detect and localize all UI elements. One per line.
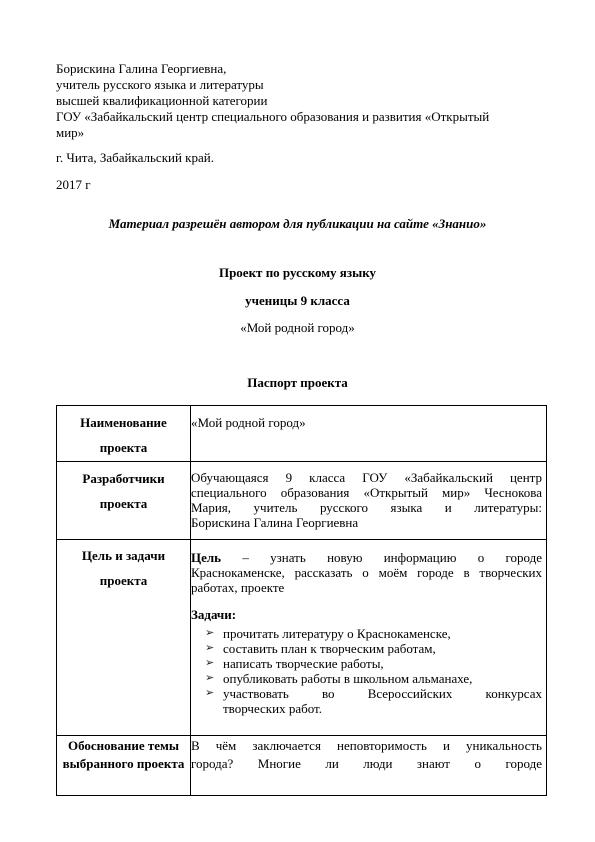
- list-item: ➢ написать творческие работы,: [205, 656, 384, 671]
- row-value-developers: Обучающаяся 9 класса ГОУ «Забайкальский центр специального образования «Открытый мир» Чеснокова Мария, учитель русского языка и литературы: Борискина Галина Георгиевна: [191, 462, 547, 540]
- project-title-line-2: ученицы 9 класса: [245, 293, 350, 308]
- row-value-name: «Мой родной город»: [191, 406, 547, 462]
- arrow-bullet-icon: ➢: [205, 642, 215, 654]
- list-item: ➢ участвовать во Всероссийских конкурсах: [205, 686, 542, 701]
- row-label-developers: Разработчики проекта: [57, 462, 191, 540]
- list-item: ➢ опубликовать работы в школьном альманахе,: [205, 671, 473, 686]
- list-item: творческих работ.: [223, 701, 322, 716]
- table-row: [57, 406, 547, 462]
- goal-line-1: Цель – узнать новую информацию о городе: [191, 550, 542, 565]
- author-name: Борискина Галина Георгиевна,: [56, 61, 227, 76]
- tasks-label: Задачи:: [191, 607, 237, 622]
- goal-label: Цель: [191, 550, 222, 565]
- goal-line-3: работах, проекте: [191, 580, 285, 595]
- organization-line-1: ГОУ «Забайкальский центр специального образования и развития «Открытый: [56, 109, 490, 124]
- author-position: учитель русского языка и литературы: [56, 77, 264, 92]
- passport-table: [56, 405, 547, 796]
- row-value-rationale: В чём заключается неповторимость и уникальность города? Многие ли люди знают о городе: [191, 736, 547, 796]
- table-row: [57, 462, 547, 540]
- row-label-goals: Цель и задачи проекта: [57, 540, 191, 736]
- row-label-name: Наименование проекта: [57, 406, 191, 462]
- arrow-bullet-icon: ➢: [205, 687, 215, 699]
- row-label-rationale: Обоснование темы выбранного проекта: [57, 736, 191, 796]
- tasks-list: [191, 626, 542, 716]
- permission-note: Материал разрешён автором для публикации на сайте «Знанио»: [108, 216, 487, 231]
- table-row: [57, 540, 547, 736]
- list-item: ➢ составить план к творческим работам,: [205, 641, 436, 656]
- project-title-line-3: «Мой родной город»: [240, 320, 355, 335]
- list-item: ➢ прочитать литературу о Краснокаменске,: [205, 626, 451, 641]
- arrow-bullet-icon: ➢: [205, 657, 215, 669]
- author-category: высшей квалификационной категории: [56, 93, 268, 108]
- arrow-bullet-icon: ➢: [205, 672, 215, 684]
- city-line: г. Чита, Забайкальский край.: [56, 150, 214, 165]
- goal-line-2: Краснокаменске, рассказать о моём городе в творческих: [191, 565, 542, 580]
- year-line: 2017 г: [56, 177, 91, 192]
- project-title-line-1: Проект по русскому языку: [218, 265, 377, 280]
- organization-line-2: мир»: [56, 125, 85, 140]
- table-row: [57, 736, 547, 796]
- arrow-bullet-icon: ➢: [205, 627, 215, 639]
- row-value-goals: [191, 540, 547, 736]
- passport-heading: Паспорт проекта: [247, 375, 348, 390]
